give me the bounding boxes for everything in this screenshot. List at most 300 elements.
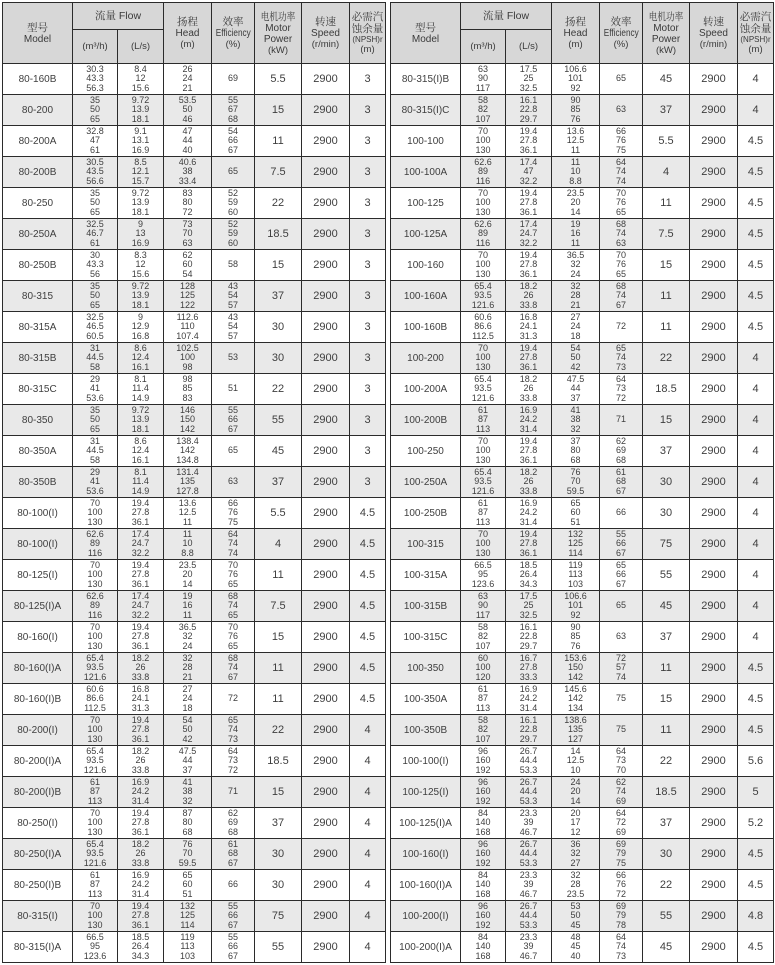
head-value: 135 [567, 724, 584, 735]
ls-value: 36.1 [131, 826, 150, 837]
speed-value: 2900 [701, 599, 726, 612]
m3h-value: 100 [87, 724, 103, 735]
ls-value: 8.4 [134, 63, 147, 74]
flow-m3h-cell [461, 808, 506, 839]
ls-value: 26.7 [519, 900, 538, 911]
speed-value: 2900 [313, 227, 338, 240]
table-row [3, 95, 386, 126]
power-value: 45 [271, 444, 285, 457]
ls-value: 36.1 [519, 268, 538, 279]
flow-ls-cell [118, 715, 164, 746]
efficiency-cell [212, 684, 255, 715]
head-cell [164, 95, 212, 126]
head-value: 27 [570, 311, 581, 322]
efficiency-cell [600, 95, 643, 126]
power-value: 75 [659, 537, 673, 550]
speed-cell [690, 932, 738, 963]
npsh-value: 4.5 [747, 878, 764, 891]
head-cell [164, 622, 212, 653]
m3h-value: 43.3 [86, 259, 104, 270]
speed-value: 2900 [313, 506, 338, 519]
m3h-value: 107 [475, 640, 491, 651]
m3h-value: 58 [477, 94, 488, 105]
table-row [3, 684, 386, 715]
eff-value: 55 [227, 900, 238, 911]
ls-value: 16.9 [131, 869, 150, 880]
table-row [3, 405, 386, 436]
ls-value: 27.8 [131, 631, 150, 642]
head-value: 20 [570, 197, 581, 208]
model-value: 100-315 [407, 538, 444, 550]
ls-value: 24.2 [131, 786, 150, 797]
ls-value: 17.4 [519, 156, 538, 167]
ls-value: 29.7 [519, 113, 538, 124]
npsh-value: 4 [752, 506, 759, 519]
table-row [391, 870, 774, 901]
eff-value: 66 [227, 497, 238, 508]
head-value: 65 [570, 497, 581, 508]
npsh-cell [738, 343, 774, 374]
power-value: 5.5 [270, 506, 286, 519]
npsh-cell [738, 622, 774, 653]
eff-value: 67 [227, 144, 238, 155]
motor-power-cell [255, 746, 302, 777]
speed-cell [302, 467, 350, 498]
m3h-value: 61 [477, 404, 488, 415]
model-cell [3, 715, 73, 746]
npsh-value: 4 [752, 413, 759, 426]
power-value: 22 [659, 878, 673, 891]
head-value: 12 [570, 826, 581, 837]
eff-value: 74 [615, 352, 626, 363]
m3h-value: 43.5 [86, 166, 104, 177]
m3h-value: 121.6 [471, 485, 495, 496]
ls-value: 19.4 [131, 497, 150, 508]
eff-value: 74 [227, 724, 238, 735]
model-value: 80-315B [18, 352, 57, 364]
table-row [391, 467, 774, 498]
flow-ls-cell [506, 467, 552, 498]
m3h-value: 100 [475, 445, 491, 456]
motor-power-cell [255, 374, 302, 405]
head-value: 98 [182, 361, 193, 372]
npsh-value: 4 [752, 475, 759, 488]
head-cell [164, 498, 212, 529]
model-cell [391, 684, 461, 715]
m3h-value: 56.6 [86, 175, 104, 186]
head-value: 18 [182, 702, 193, 713]
model-cell [391, 808, 461, 839]
motor-power-cell [255, 405, 302, 436]
table-row [3, 746, 386, 777]
table-row [3, 157, 386, 188]
m3h-value: 30.3 [86, 63, 104, 74]
speed-cell [690, 622, 738, 653]
table-row [3, 64, 386, 95]
speed-value: 2900 [701, 103, 726, 116]
m3h-value: 65 [89, 299, 100, 310]
motor-power-cell [255, 250, 302, 281]
head-value: 32 [570, 848, 581, 859]
npsh-cell [738, 157, 774, 188]
m3h-value: 61 [477, 497, 488, 508]
efficiency-cell [600, 498, 643, 529]
efficiency-cell [600, 467, 643, 498]
speed-cell [302, 343, 350, 374]
model-value: 100-200A [403, 383, 448, 395]
flow-ls-cell [506, 281, 552, 312]
efficiency-cell [600, 591, 643, 622]
flow-m3h-cell [461, 64, 506, 95]
head-value: 32 [182, 795, 193, 806]
m3h-value: 70 [477, 528, 488, 539]
m3h-value: 87 [477, 507, 488, 518]
flow-m3h-cell [73, 436, 118, 467]
m3h-value: 70 [477, 125, 488, 136]
flow-ls-cell [118, 653, 164, 684]
head-cell [552, 95, 600, 126]
head-value: 45 [570, 919, 581, 930]
npsh-cell [350, 219, 386, 250]
efficiency-cell [212, 746, 255, 777]
efficiency-cell [600, 219, 643, 250]
head-value: 50 [570, 352, 581, 363]
column-header-head: 扬程 Head (m) [552, 3, 600, 64]
head-value: 19 [182, 590, 193, 601]
ls-value: 13 [135, 228, 146, 239]
flow-ls-cell [506, 870, 552, 901]
npsh-cell [350, 746, 386, 777]
model-cell [391, 219, 461, 250]
head-value: 80 [570, 445, 581, 456]
flow-ls-cell [118, 157, 164, 188]
flow-m3h-cell [461, 281, 506, 312]
head-value: 68 [570, 454, 581, 465]
ls-value: 27.8 [519, 445, 538, 456]
ls-value: 19.4 [131, 900, 150, 911]
ls-value: 27.8 [519, 259, 538, 270]
power-value: 45 [659, 599, 673, 612]
npsh-value: 4.5 [747, 661, 764, 674]
npsh-value: 3 [364, 165, 371, 178]
eff-value: 52 [227, 187, 238, 198]
model-cell [391, 250, 461, 281]
flow-m3h-cell [461, 405, 506, 436]
ls-value: 13.9 [131, 414, 150, 425]
efficiency-cell [600, 374, 643, 405]
model-cell [391, 467, 461, 498]
ls-value: 18.2 [131, 652, 150, 663]
npsh-value: 4 [364, 878, 371, 891]
ls-value: 18.5 [519, 559, 538, 570]
ls-value: 9.72 [131, 280, 150, 291]
model-value: 100-350 [407, 662, 444, 674]
head-value: 36 [570, 838, 581, 849]
m3h-value: 95 [89, 941, 100, 952]
model-cell [3, 498, 73, 529]
npsh-cell [738, 95, 774, 126]
flow-ls-cell [506, 684, 552, 715]
eff-value: 66 [615, 538, 626, 549]
model-value: 80-200(I) [17, 724, 58, 736]
ls-value: 18.2 [131, 838, 150, 849]
m3h-value: 140 [475, 817, 491, 828]
flow-ls-cell [506, 777, 552, 808]
flow-m3h-cell [461, 932, 506, 963]
npsh-cell [738, 870, 774, 901]
power-value: 15 [271, 630, 285, 643]
speed-cell [302, 95, 350, 126]
flow-ls-cell [506, 64, 552, 95]
speed-cell [690, 126, 738, 157]
flow-m3h-cell [461, 436, 506, 467]
model-value: 80-315C [18, 383, 57, 395]
eff-value: 68 [227, 848, 238, 859]
model-cell [3, 684, 73, 715]
npsh-value: 3 [364, 72, 371, 85]
eff-value: 65 [615, 73, 626, 84]
eff-value: 69 [615, 795, 626, 806]
head-value: 100 [179, 352, 196, 363]
model-value: 80-200 [21, 104, 54, 116]
model-cell [391, 312, 461, 343]
model-value: 100-125 [407, 197, 444, 209]
m3h-value: 192 [475, 857, 491, 868]
flow-ls-cell [506, 560, 552, 591]
power-value: 11 [660, 289, 672, 302]
head-value: 20 [570, 786, 581, 797]
speed-cell [690, 188, 738, 219]
ls-value: 26 [135, 755, 146, 766]
column-header-flow-m3h: (m³/h) [73, 30, 118, 64]
m3h-value: 70 [89, 559, 100, 570]
table-row [3, 839, 386, 870]
table-row [3, 343, 386, 374]
head-cell [552, 188, 600, 219]
m3h-value: 107 [475, 113, 491, 124]
efficiency-cell [212, 870, 255, 901]
motor-power-cell [643, 281, 690, 312]
npsh-value: 5.2 [747, 816, 764, 829]
model-cell [391, 777, 461, 808]
ls-value: 31.4 [131, 888, 150, 899]
efficiency-cell [600, 312, 643, 343]
head-value: 28 [182, 662, 193, 673]
ls-value: 15.6 [131, 82, 150, 93]
motor-power-cell [255, 95, 302, 126]
model-value: 80-350B [18, 476, 57, 488]
flow-ls-cell [118, 64, 164, 95]
npsh-cell [738, 653, 774, 684]
efficiency-cell [600, 715, 643, 746]
speed-cell [302, 684, 350, 715]
head-cell [164, 436, 212, 467]
m3h-value: 61 [89, 869, 100, 880]
model-value: 80-200B [18, 166, 57, 178]
speed-cell [690, 312, 738, 343]
model-value: 100-100(I) [402, 755, 449, 767]
eff-value: 43 [227, 280, 238, 291]
ls-value: 39 [523, 879, 534, 890]
flow-ls-cell [118, 808, 164, 839]
ls-value: 13.9 [131, 104, 150, 115]
power-value: 55 [659, 568, 673, 581]
eff-value: 64 [227, 528, 238, 539]
head-cell [552, 777, 600, 808]
table-row [391, 901, 774, 932]
speed-value: 2900 [313, 723, 338, 736]
m3h-value: 93.5 [474, 290, 492, 301]
flow-ls-cell [118, 591, 164, 622]
speed-cell [302, 560, 350, 591]
flow-ls-cell [118, 529, 164, 560]
flow-ls-cell [506, 591, 552, 622]
ls-value: 31.3 [519, 330, 538, 341]
head-value: 110 [180, 321, 195, 332]
speed-value: 2900 [701, 475, 726, 488]
eff-value: 53 [227, 352, 238, 363]
m3h-value: 35 [89, 404, 100, 415]
model-cell [3, 436, 73, 467]
eff-value: 67 [227, 950, 238, 961]
speed-value: 2900 [313, 785, 338, 798]
head-value: 65 [182, 869, 193, 880]
m3h-value: 140 [475, 941, 491, 952]
npsh-cell [738, 777, 774, 808]
eff-value: 51 [227, 383, 238, 394]
head-value: 145.6 [564, 683, 587, 694]
flow-ls-cell [118, 684, 164, 715]
head-cell [164, 64, 212, 95]
head-value: 11 [570, 237, 581, 248]
eff-value: 68 [615, 218, 626, 229]
ls-value: 53.3 [519, 919, 538, 930]
motor-power-cell [255, 622, 302, 653]
eff-value: 79 [615, 910, 626, 921]
m3h-value: 87 [89, 786, 100, 797]
model-value: 80-315(I)A [13, 941, 62, 953]
model-cell [3, 777, 73, 808]
power-value: 22 [271, 723, 285, 736]
head-value: 41 [570, 404, 581, 415]
motor-power-cell [643, 467, 690, 498]
speed-value: 2900 [313, 475, 338, 488]
eff-value: 72 [615, 321, 626, 332]
model-cell [391, 95, 461, 126]
ls-value: 36.1 [131, 733, 150, 744]
m3h-value: 96 [477, 900, 488, 911]
speed-cell [690, 250, 738, 281]
model-value: 100-350B [403, 724, 448, 736]
efficiency-cell [600, 808, 643, 839]
head-value: 54 [182, 714, 193, 725]
ls-value: 19.4 [131, 621, 150, 632]
speed-value: 2900 [701, 258, 726, 271]
column-header-flow: 流量 Flow [73, 3, 164, 30]
head-value: 24 [182, 693, 193, 704]
eff-value: 58 [227, 259, 238, 270]
m3h-value: 58 [89, 454, 100, 465]
eff-value: 72 [615, 888, 626, 899]
column-header-speed: 转速 Speed (r/min) [302, 3, 350, 64]
head-value: 33.4 [178, 175, 197, 186]
speed-cell [690, 529, 738, 560]
eff-value: 70 [227, 621, 238, 632]
m3h-value: 121.6 [471, 392, 495, 403]
flow-ls-cell [506, 95, 552, 126]
m3h-value: 100 [87, 817, 103, 828]
eff-value: 75 [615, 857, 626, 868]
ls-value: 33.8 [519, 392, 538, 403]
head-cell [552, 529, 600, 560]
motor-power-cell [643, 870, 690, 901]
motor-power-cell [255, 777, 302, 808]
m3h-value: 47 [89, 135, 100, 146]
head-value: 8.8 [569, 175, 582, 186]
eff-value: 68 [227, 590, 238, 601]
speed-cell [690, 684, 738, 715]
speed-cell [302, 653, 350, 684]
ls-value: 17.4 [131, 528, 150, 539]
table-row [3, 467, 386, 498]
m3h-value: 112.5 [84, 702, 106, 713]
npsh-cell [350, 684, 386, 715]
head-value: 60 [570, 507, 581, 518]
model-cell [391, 622, 461, 653]
table-row [391, 126, 774, 157]
flow-m3h-cell [73, 498, 118, 529]
table-row [391, 839, 774, 870]
speed-cell [302, 808, 350, 839]
m3h-value: 65.4 [86, 838, 104, 849]
npsh-value: 3 [364, 289, 371, 302]
m3h-value: 100 [87, 910, 103, 921]
ls-value: 14.9 [131, 485, 150, 496]
motor-power-cell [255, 591, 302, 622]
head-value: 150 [179, 414, 196, 425]
ls-value: 19.4 [519, 528, 538, 539]
head-value: 32 [570, 280, 581, 291]
eff-value: 66 [615, 869, 626, 880]
head-value: 24 [570, 776, 581, 787]
head-cell [164, 250, 212, 281]
speed-value: 2900 [313, 599, 338, 612]
head-value: 112.6 [176, 311, 199, 322]
npsh-cell [350, 901, 386, 932]
npsh-value: 5 [752, 785, 759, 798]
model-value: 80-200(I)B [13, 786, 62, 798]
table-row [391, 281, 774, 312]
npsh-value: 4.5 [747, 723, 764, 736]
flow-m3h-cell [461, 560, 506, 591]
m3h-value: 82 [477, 724, 488, 735]
flow-m3h-cell [461, 126, 506, 157]
head-value: 37 [570, 435, 581, 446]
ls-value: 24.1 [519, 321, 538, 332]
speed-cell [690, 839, 738, 870]
m3h-value: 192 [475, 919, 491, 930]
eff-value: 54 [227, 321, 238, 332]
head-value: 42 [182, 733, 193, 744]
head-value: 127.8 [176, 485, 199, 496]
efficiency-cell [212, 467, 255, 498]
head-value: 85 [182, 383, 193, 394]
ls-value: 13.9 [131, 197, 150, 208]
ls-value: 19.4 [519, 187, 538, 198]
motor-power-cell [643, 405, 690, 436]
ls-value: 27.8 [519, 662, 538, 673]
model-cell [391, 126, 461, 157]
